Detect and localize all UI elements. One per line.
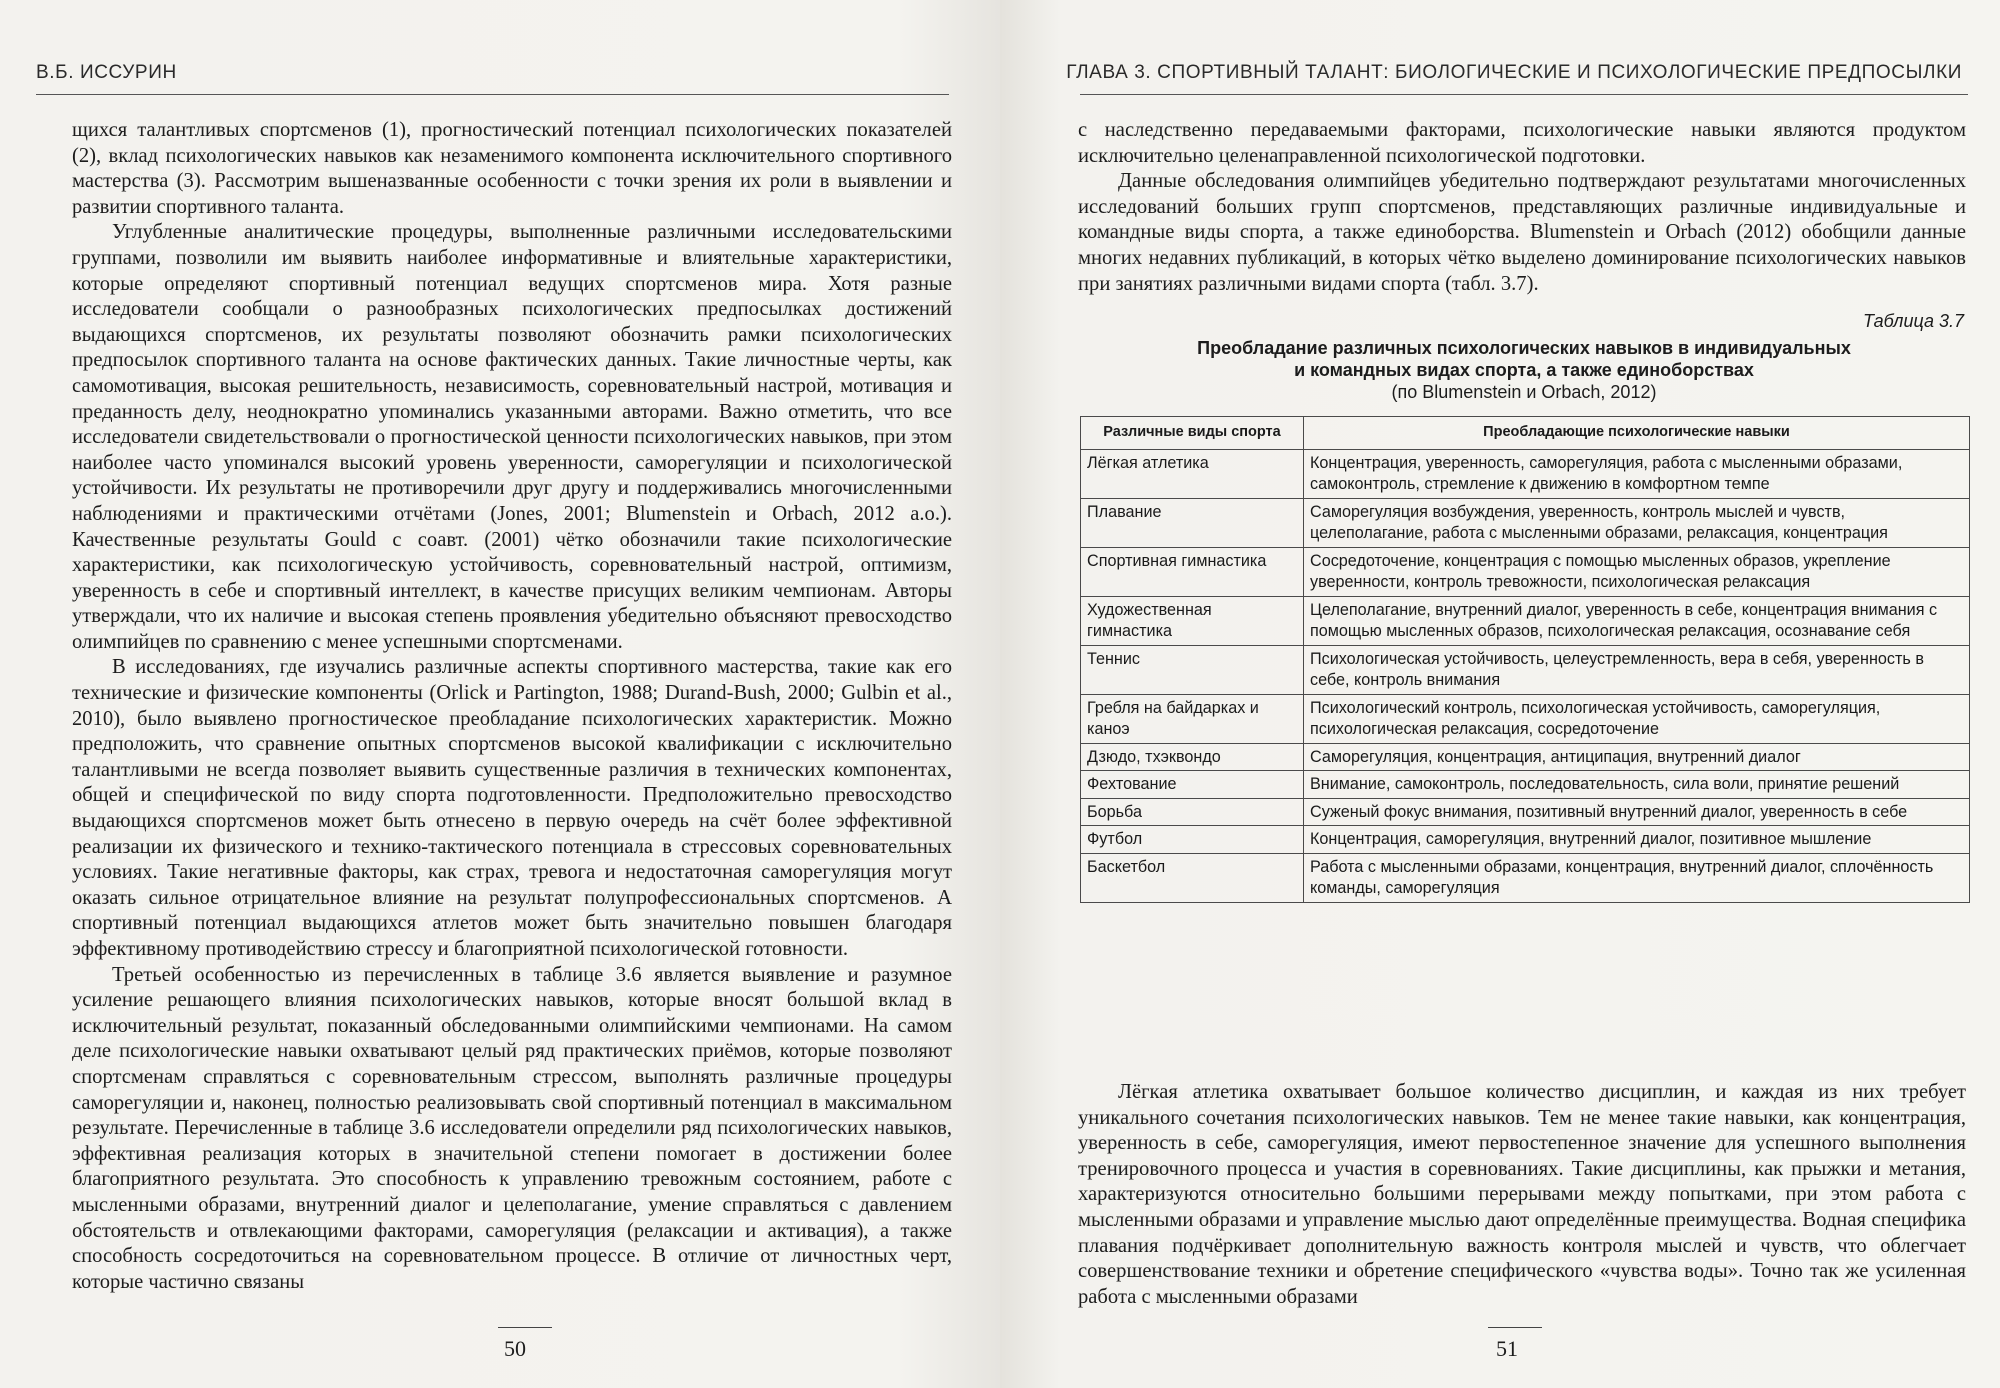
table-row	[1081, 645, 1970, 694]
sport-cell: Дзюдо, тхэквондо	[1081, 743, 1304, 771]
running-head: ГЛАВА 3. СПОРТИВНЫЙ ТАЛАНТ: БИОЛОГИЧЕСКИЕ И ПСИХОЛОГИЧЕСКИЕ ПРЕДПОСЫЛКИ	[1066, 62, 1962, 83]
table-source: (по Blumenstein и Orbach, 2012)	[1391, 382, 1657, 402]
sport-cell: Теннис	[1081, 645, 1304, 694]
table-title	[1080, 337, 1968, 403]
skills-cell: Внимание, самоконтроль, последовательность, сила воли, принятие решений	[1304, 771, 1970, 799]
table-row	[1081, 853, 1970, 902]
paragraph: В исследованиях, где изучались различные аспекты спортивного мастерства, такие как его технические и физические компоненты (Orlick и Partington, 1988; Durand-Bush, 2000; Gulbin et al., 2010), было выявлено прогностическое преобладание психологических характеристик. Можно предположить, что сравнение опытных спортсменов высокой квалификации с исключительно талантливыми не всегда позволяет выявить существенные различия в технических компонентах, общей и специфической по виду спорта подготовленности. Предположительно превосходство выдающихся спортсменов может быть отнесено в первую очередь на счёт более эффективной реализации их физического и технико-тактического потенциала в стрессовых соревновательных условиях. Такие негативные факторы, как страх, тревога и недостаточная саморегуляция могут оказать сильное отрицательное влияние на результат полупрофессиональных спортсменов. А спортивный потенциал выдающихся атлетов может быть значительно повышен благодаря эффективному противодействию стрессу и благоприятной психологической готовности.	[72, 656, 952, 960]
skills-cell: Сосредоточение, концентрация с помощью мысленных образов, укрепление уверенности, контроль тревожности, психологическая релаксация	[1304, 547, 1970, 596]
sport-cell: Борьба	[1081, 798, 1304, 826]
paragraph: с наследственно передаваемыми факторами, психологические навыки являются продуктом исключительно целенаправленной психологической подготовки.	[1078, 119, 1966, 167]
sport-cell: Гребля на байдарках и каноэ	[1081, 694, 1304, 743]
left-body-text	[72, 118, 952, 1295]
table-row	[1081, 771, 1970, 799]
table-row	[1081, 596, 1970, 645]
table-label: Таблица 3.7	[1862, 311, 1964, 331]
page-number-rule	[1488, 1327, 1542, 1328]
sport-cell: Спортивная гимнастика	[1081, 547, 1304, 596]
table-title-line: и командных видах спорта, а также единоборствах	[1294, 360, 1754, 380]
table-row	[1081, 449, 1970, 498]
right-page	[1000, 0, 2000, 1388]
paragraph: Лёгкая атлетика охватывает большое количество дисциплин, и каждая из них требует уникального сочетания психологических навыков. Тем не менее такие навыки, как концентрация, уверенность в себе, саморегуляция, имеют первостепенное значение для успешного выполнения тренировочного процесса и участия в соревнованиях. Такие дисциплины, как прыжки и метания, характеризуются относительно большими перерывами между попытками, при этом работа с мысленными образами и управление мыслью дают определённые преимущества. Водная специфика плавания подчёркивает дополнительную важность контроля мыслей и чувств, что облегчает совершенствование техники и обретение специфического «чувства воды». Точно так же усиленная работа с мысленными образами	[1078, 1081, 1966, 1308]
page-number-rule	[498, 1327, 552, 1328]
paragraph: Данные обследования олимпийцев убедительно подтверждают результатами многочисленных исследований больших групп спортсменов, представляющих различные индивидуальные и командные виды спорта, а также единоборства. Blumenstein и Orbach (2012) обобщили данные многих недавних публикаций, в которых чётко выделено доминирование психологических навыков при занятиях различными видами спорта (табл. 3.7).	[1078, 170, 1966, 295]
table-row	[1081, 498, 1970, 547]
skills-cell: Психологическая устойчивость, целеустремленность, вера в себя, уверенность в себе, контроль внимания	[1304, 645, 1970, 694]
table-row	[1081, 798, 1970, 826]
skills-cell: Саморегуляция, концентрация, антиципация, внутренний диалог	[1304, 743, 1970, 771]
sport-cell: Фехтование	[1081, 771, 1304, 799]
page-number: 51	[1496, 1336, 1518, 1361]
skills-cell: Целеполагание, внутренний диалог, уверенность в себе, концентрация внимания с помощью мысленных образов, психологическая релаксация, осознавание себя	[1304, 596, 1970, 645]
skills-cell: Суженый фокус внимания, позитивный внутренний диалог, уверенность в себе	[1304, 798, 1970, 826]
column-header: Преобладающие психологические навыки	[1304, 417, 1970, 450]
column-header: Различные виды спорта	[1081, 417, 1304, 450]
page-number: 50	[504, 1336, 526, 1361]
skills-table	[1080, 416, 1970, 903]
sport-cell: Баскетбол	[1081, 853, 1304, 902]
paragraph: щихся талантливых спортсменов (1), прогностический потенциал психологических показателей (2), вклад психологических навыков как незаменимого компонента исключительного спортивного мастерства (3). Рассмотрим вышеназванные особенности с точки зрения их роли в выявлении и развитии спортивного таланта.	[72, 119, 952, 218]
sport-cell: Художественная гимнастика	[1081, 596, 1304, 645]
skills-cell: Концентрация, уверенность, саморегуляция, работа с мысленными образами, самоконтроль, стремление к движению в комфортном темпе	[1304, 449, 1970, 498]
sport-cell: Лёгкая атлетика	[1081, 449, 1304, 498]
paragraph: Третьей особенностью из перечисленных в таблице 3.6 является выявление и разумное усиление решающего влияния психологических навыков, которые вносят большой вклад в исключительный результат, показанный обследованными олимпийскими чемпионами. На самом деле психологические навыки охватывают целый ряд практических приёмов, которые позволяют спортсменам справляться с соревновательным стрессом, выполнять различные процедуры саморегуляции и, наконец, полностью реализовывать свой спортивный потенциал в максимальном результате. Перечисленные в таблице 3.6 исследователи определили ряд психологических навыков, эффективная реализация которых в значительной степени помогает в достижении более благоприятного результата. Это способность к управлению тревожным состоянием, работе с мысленными образами, внутренний диалог и целеполагание, умение справляться с давлением обстоятельств и отвлекающими факторами, саморегуляция (релаксации и активация), а также способность сосредоточиться на соревновательном процессе. В отличие от личностных черт, которые частично связаны	[72, 963, 952, 1293]
table-header-row	[1081, 417, 1970, 450]
right-body-text-top	[1078, 118, 1966, 297]
header-rule	[36, 94, 949, 95]
skills-cell: Концентрация, саморегуляция, внутренний диалог, позитивное мышление	[1304, 826, 1970, 854]
table-row	[1081, 743, 1970, 771]
header-rule	[1080, 94, 1968, 95]
table-row	[1081, 694, 1970, 743]
skills-cell: Психологический контроль, психологическая устойчивость, саморегуляция, психологическая релаксация, сосредоточение	[1304, 694, 1970, 743]
table-title-line: Преобладание различных психологических навыков в индивидуальных	[1197, 338, 1851, 358]
skills-cell: Работа с мысленными образами, концентрация, внутренний диалог, сплочённость команды, саморегуляция	[1304, 853, 1970, 902]
sport-cell: Футбол	[1081, 826, 1304, 854]
right-body-text-bottom	[1078, 1080, 1966, 1310]
table-row	[1081, 826, 1970, 854]
sport-cell: Плавание	[1081, 498, 1304, 547]
running-head: В.Б. ИССУРИН	[36, 62, 177, 83]
skills-cell: Саморегуляция возбуждения, уверенность, контроль мыслей и чувств, целеполагание, работа с мысленными образами, релаксация, концентрация	[1304, 498, 1970, 547]
table-row	[1081, 547, 1970, 596]
paragraph: Углубленные аналитические процедуры, выполненные различными исследовательскими группами, позволили им выявить наиболее информативные и влиятельные характеристики, которые определяют спортивный потенциал ведущих спортсменов мира. Хотя разные исследователи сообщали о разнообразных психологических предпосылках достижений выдающихся спортсменов, их результаты позволяют обозначить рамки психологических предпосылок спортивного таланта на основе фактических данных. Такие личностные черты, как самомотивация, высокая решительность, независимость, соревновательный настрой, мотивация и преданность делу, неоднократно упоминались указанными авторами. Важно отметить, что все исследователи свидетельствовали о прогностической ценности психологических навыков, при этом наиболее часто упоминался высокий уровень уверенности, саморегуляции и психологической устойчивости. Их результаты не противоречили друг другу и поддерживались многочисленными наблюдениями и практическими отчётами (Jones, 2001; Blumenstein и Orbach, 2012 a.o.). Качественные результаты Gould с соавт. (2001) чётко обозначили такие психологические характеристики, как психологическую устойчивость, соревновательный настрой, оптимизм, уверенность в себе и спортивный интеллект, в качестве присущих великим чемпионам. Авторы утверждали, что их наличие и высокая степень проявления убедительно объясняют превосходство олимпийцев по сравнению с менее успешными спортсменами.	[72, 221, 952, 653]
